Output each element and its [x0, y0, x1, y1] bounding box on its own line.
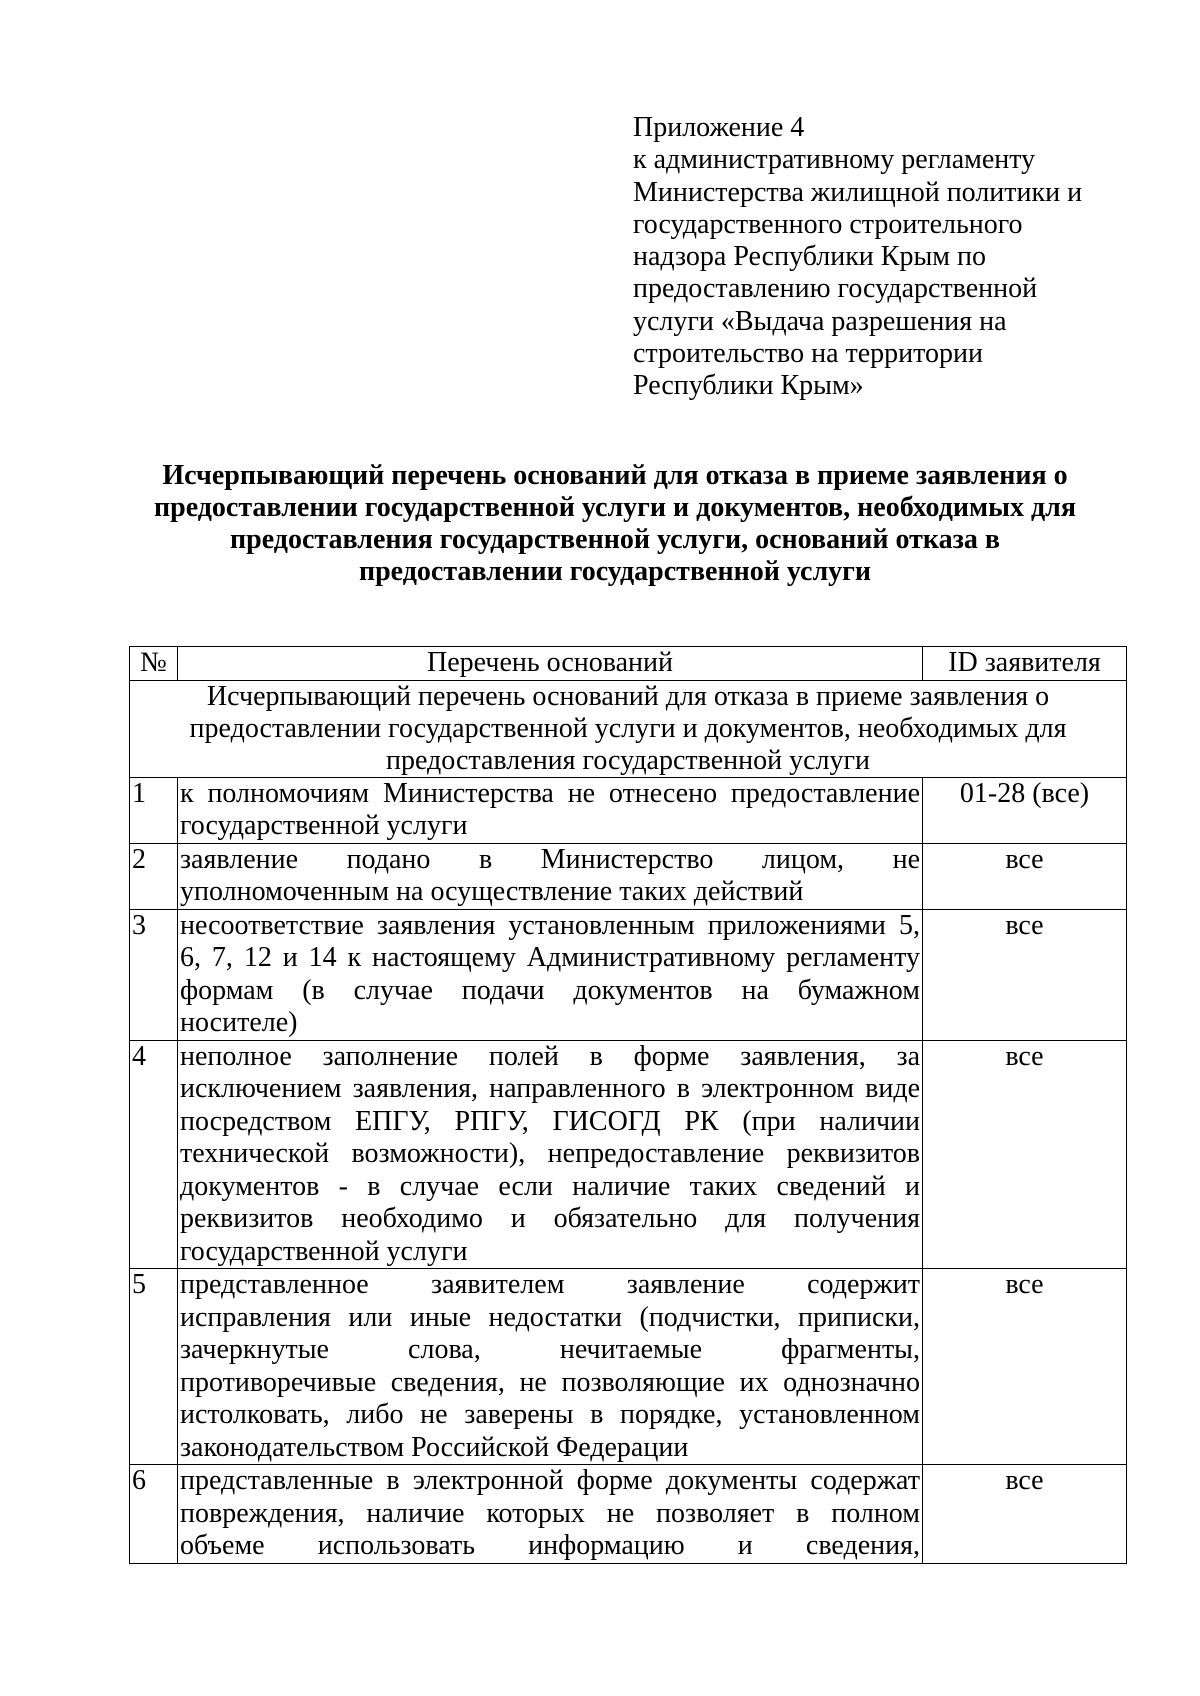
appendix-line: надзора Республики Крым по: [633, 241, 986, 273]
section-row: [130, 680, 1127, 777]
appendix-line: услуги «Выдача разрешения на: [633, 305, 1007, 337]
reason-line: объеме использовать информацию и сведения,: [180, 1530, 920, 1561]
reason-line: государственной услуги: [180, 810, 468, 841]
row-number: 4: [130, 1040, 178, 1269]
row-reason: [178, 1269, 923, 1465]
section-heading: [130, 680, 1127, 777]
row-applicant-id: все: [923, 909, 1127, 1040]
row-number: 5: [130, 1269, 178, 1465]
document-title: [130, 460, 1100, 588]
reason-line: 6, 7, 12 и 14 к настоящему Административному регламенту: [180, 942, 920, 973]
table-row: [130, 1269, 1127, 1465]
header-number: №: [130, 647, 178, 681]
header-reasons: Перечень оснований: [178, 647, 923, 681]
reason-line: посредством ЕПГУ, РПГУ, ГИСОГД РК (при наличии: [180, 1105, 920, 1137]
reason-line: уполномоченным на осуществление таких действий: [180, 876, 804, 907]
appendix-line: строительство на территории: [633, 338, 983, 370]
reason-line: к полномочиям Министерства не отнесено предоставление: [180, 777, 920, 809]
appendix-line: Республики Крым»: [633, 370, 864, 402]
reason-line: государственной услуги: [180, 1235, 468, 1267]
reason-line: исправления или иные недостатки (подчистки, приписки,: [180, 1301, 920, 1333]
reason-line: носителе): [180, 1007, 298, 1038]
reason-line: истолковать, либо не заверены в порядке, установленном: [180, 1399, 920, 1430]
row-applicant-id: 01-28 (все): [923, 777, 1127, 843]
table-row: [130, 843, 1127, 909]
header-applicant-id: ID заявителя: [923, 647, 1127, 681]
section-line: предоставлении государственной услуги и документов, необходимых для: [189, 712, 1067, 744]
table-row: [130, 909, 1127, 1040]
title-line: Исчерпывающий перечень оснований для отказа в приеме заявления о: [162, 460, 1068, 491]
row-reason: [178, 843, 923, 909]
reason-line: документов - в случае если наличие таких сведений и: [180, 1170, 920, 1202]
row-applicant-id: все: [923, 843, 1127, 909]
row-reason: [178, 777, 923, 843]
table-header-row: [130, 647, 1127, 681]
reason-line: представленное заявителем заявление содержит: [180, 1269, 920, 1300]
reason-line: исключением заявления, направленного в электронном виде: [180, 1073, 920, 1104]
section-line: Исчерпывающий перечень оснований для отказа в приеме заявления о: [206, 680, 1050, 712]
row-number: 6: [130, 1465, 178, 1564]
appendix-line: предоставлению государственной: [633, 273, 1038, 305]
appendix-line: государственного строительного: [633, 208, 1023, 240]
title-line: предоставлении государственной услуги и документов, необходимых для: [153, 492, 1077, 523]
reason-line: заявление подано в Министерство лицом, не: [180, 843, 920, 875]
reason-line: законодательством Российской Федерации: [180, 1431, 689, 1463]
row-number: 3: [130, 909, 178, 1040]
reason-line: технической возможности), непредоставление реквизитов: [180, 1138, 920, 1169]
table-row: [130, 1465, 1127, 1564]
reason-line: несоответствие заявления установленным приложениями 5,: [180, 909, 920, 941]
appendix-line: Приложение 4: [633, 112, 805, 143]
reasons-table: [129, 646, 1127, 1564]
reason-line: реквизитов необходимо и обязательно для получения: [180, 1203, 920, 1234]
row-applicant-id: все: [923, 1465, 1127, 1564]
reason-line: зачеркнутые слова, нечитаемые фрагменты,: [180, 1334, 920, 1365]
reason-line: формам (в случае подачи документов на бумажном: [180, 974, 920, 1006]
title-line: предоставления государственной услуги, оснований отказа в: [230, 524, 1000, 555]
row-applicant-id: все: [923, 1269, 1127, 1465]
row-reason: [178, 1465, 923, 1564]
appendix-note: [633, 112, 1153, 403]
row-reason: [178, 909, 923, 1040]
appendix-line: Министерства жилищной политики и: [633, 176, 1083, 208]
row-number: 2: [130, 843, 178, 909]
reason-line: противоречивые сведения, не позволяющие их однозначно: [180, 1366, 920, 1398]
row-applicant-id: все: [923, 1040, 1127, 1269]
row-reason: [178, 1040, 923, 1269]
table-row: [130, 777, 1127, 843]
title-line: предоставлении государственной услуги: [358, 556, 872, 587]
reason-line: представленные в электронной форме документы содержат: [180, 1465, 920, 1496]
appendix-line: к административному регламенту: [633, 144, 1036, 176]
row-number: 1: [130, 777, 178, 843]
section-line: предоставления государственной услуги: [386, 744, 870, 776]
reason-line: неполное заполнение полей в форме заявления, за: [180, 1040, 920, 1072]
table-row: [130, 1040, 1127, 1269]
reason-line: повреждения, наличие которых не позволяет в полном: [180, 1497, 920, 1529]
